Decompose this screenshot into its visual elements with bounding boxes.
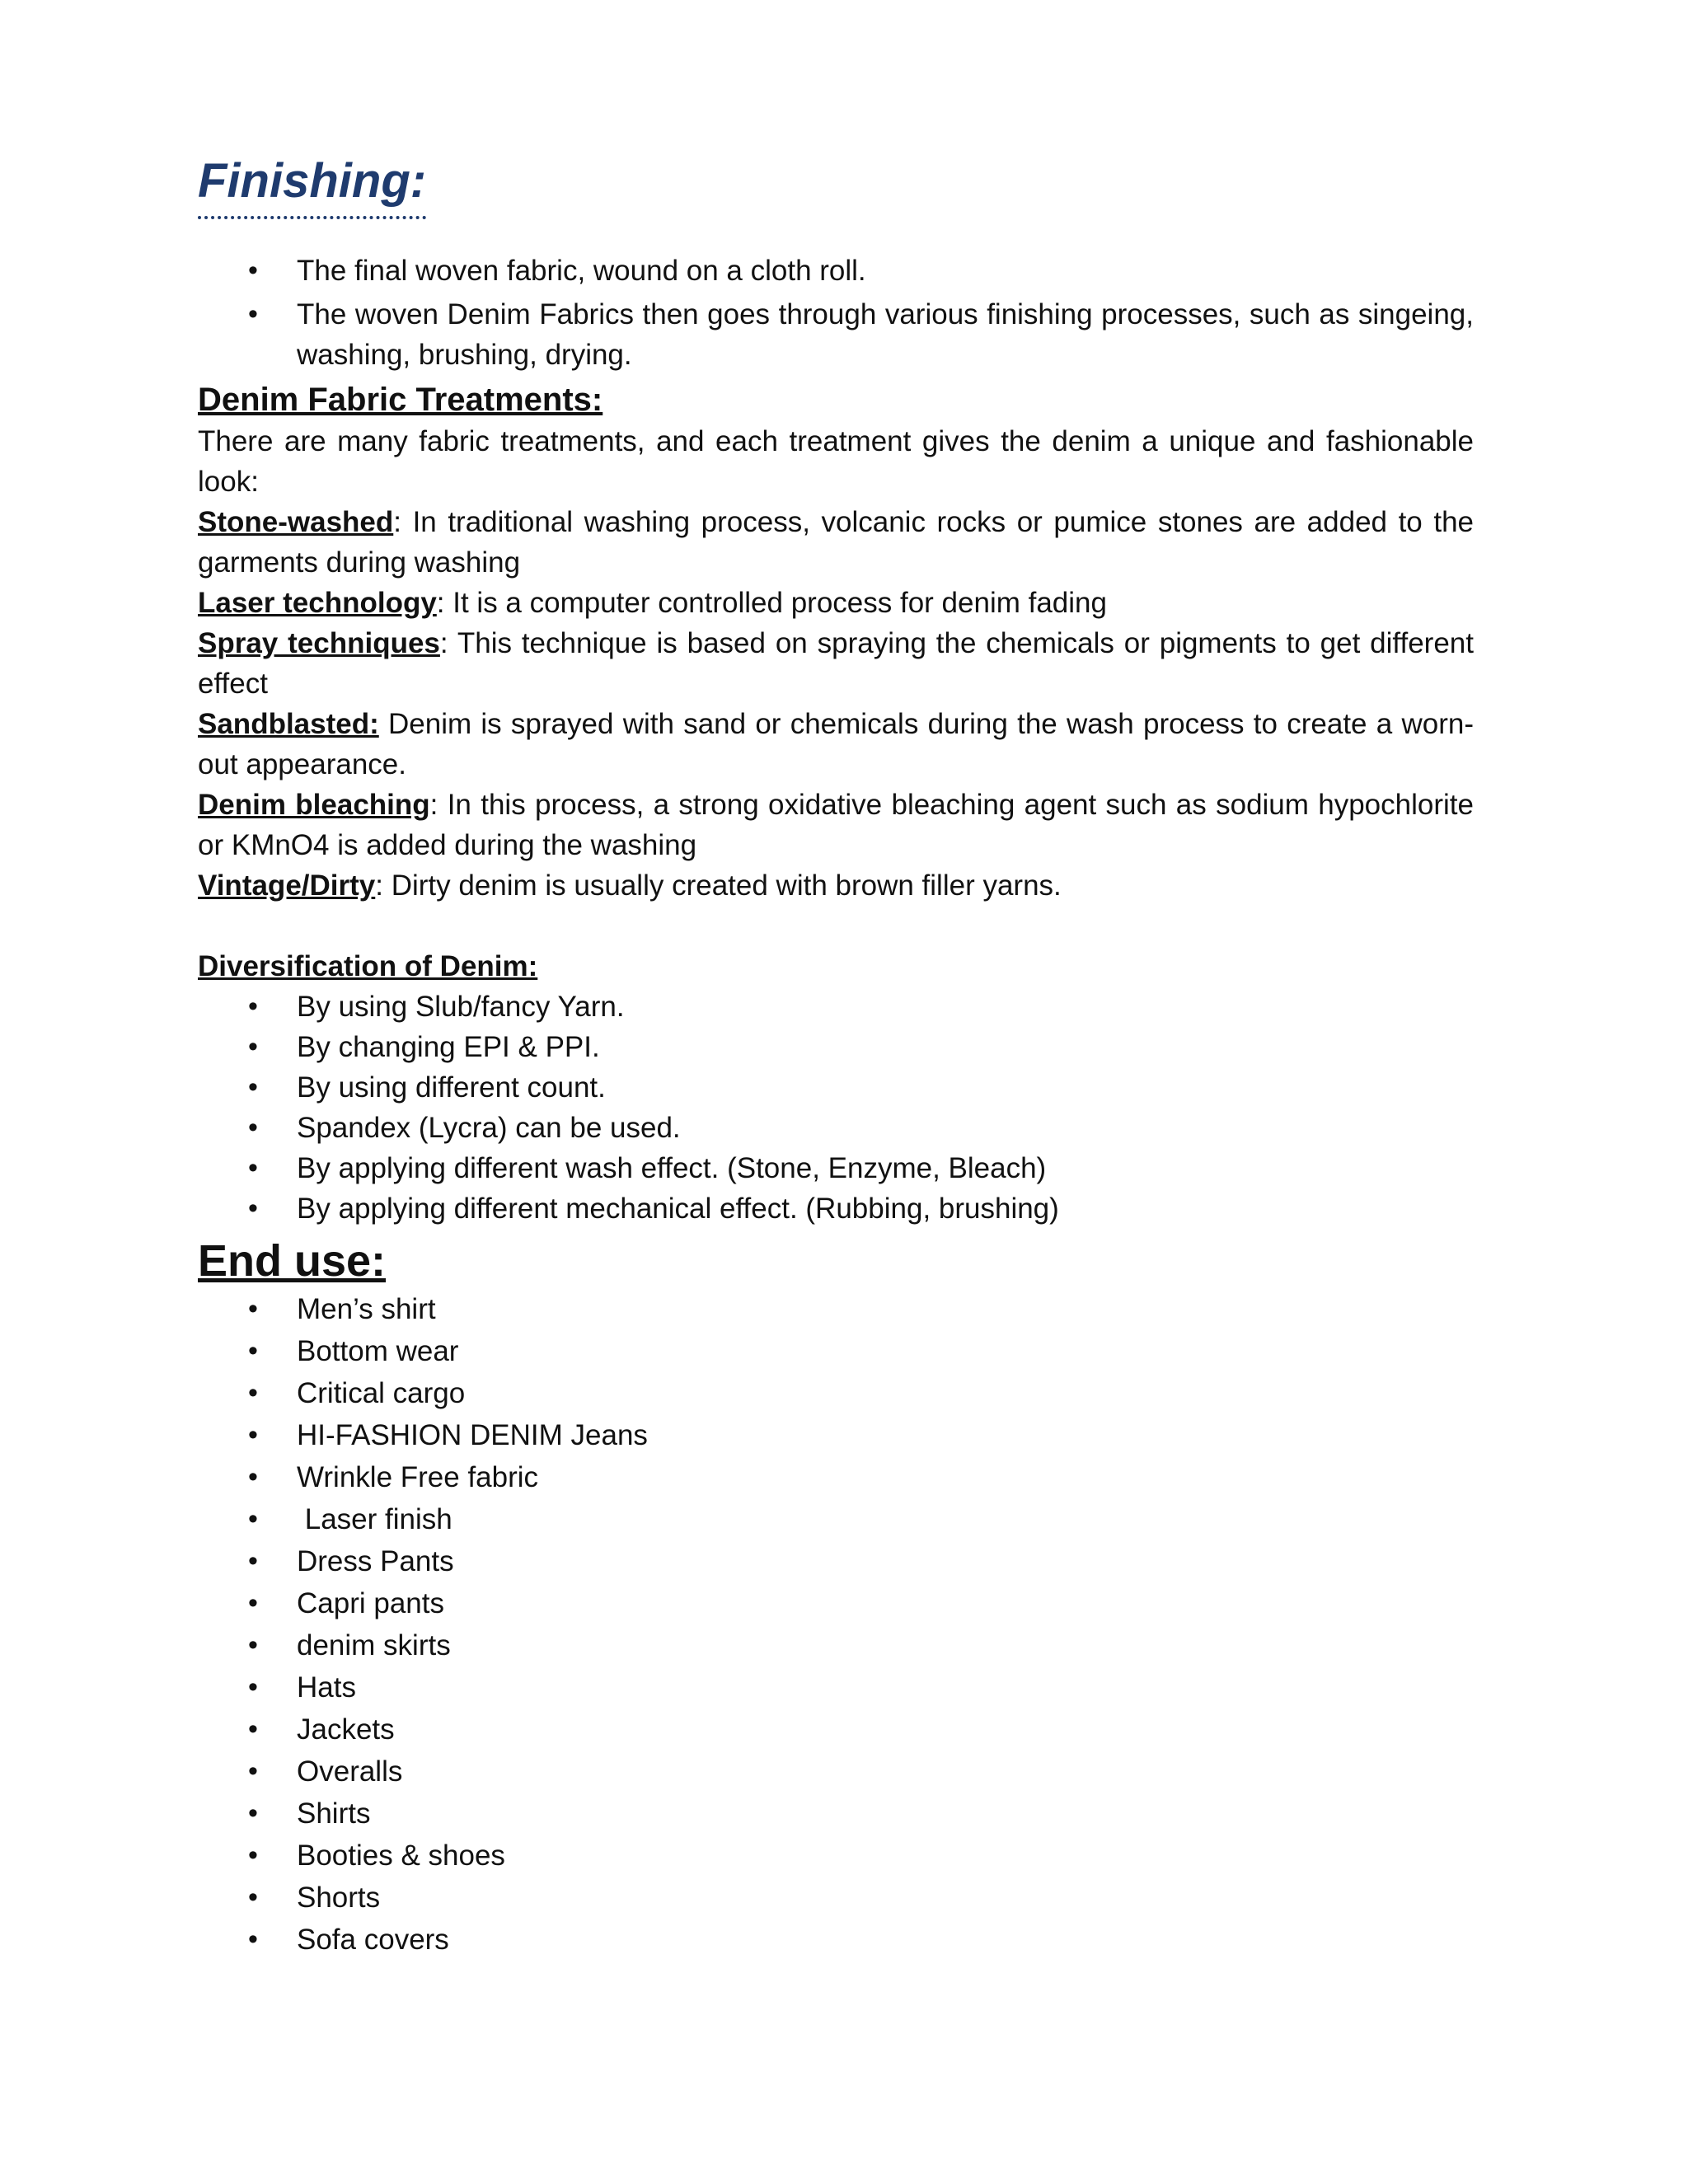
treatment-item [198,785,1474,865]
list-item [198,1750,1474,1793]
treatment-term: Stone-washed [198,506,394,538]
treatment-term: Denim bleaching [198,789,430,821]
list-item [198,1793,1474,1835]
treatment-item [198,583,1474,623]
end-use-list [198,1288,1474,1961]
list-item-text: Critical cargo [297,1377,466,1409]
treatment-desc: Denim is sprayed with sand or chemicals during the wash process to create a worn-out appearance. [198,708,1474,780]
list-item [198,1456,1474,1498]
list-item [198,294,1474,375]
list-item [198,1330,1474,1372]
list-item-text: Laser finish [297,1503,452,1535]
list-item [198,1188,1474,1229]
list-item-text: Capri pants [297,1587,444,1619]
bullet-icon: • [248,1193,258,1224]
list-item [198,1414,1474,1456]
bullet-icon: • [248,1293,258,1324]
list-item [198,1498,1474,1540]
bullet-icon: • [248,1713,258,1745]
page-content [198,148,1474,1961]
list-item [198,1027,1474,1067]
list-item [198,1067,1474,1108]
bullet-icon: • [248,1335,258,1366]
list-item [198,1666,1474,1708]
list-item-text: Wrinkle Free fabric [297,1461,539,1493]
list-item-text: The final woven fabric, wound on a cloth roll. [297,255,866,287]
treatment-term: Spray techniques [198,627,440,659]
treatment-term: Sandblasted: [198,708,379,740]
treatment-term: Laser technology [198,587,437,619]
bullet-icon: • [248,1882,258,1913]
bullet-icon: • [248,1629,258,1661]
list-item-text: Spandex (Lycra) can be used. [297,1112,681,1144]
bullet-icon: • [248,1587,258,1619]
list-item [198,1877,1474,1919]
bullet-icon: • [248,1924,258,1955]
treatments-intro: There are many fabric treatments, and each treatment gives the denim a unique and fashionable look: [198,425,1474,498]
list-item-text: Dress Pants [297,1545,454,1577]
treatment-item [198,865,1474,906]
list-item [198,1582,1474,1624]
treatment-desc: : Dirty denim is usually created with brown filler yarns. [375,869,1062,902]
treatment-desc: : It is a computer controlled process for denim fading [436,587,1107,619]
bullet-icon: • [248,1031,258,1062]
list-item-text: By applying different mechanical effect. (Rubbing, brushing) [297,1193,1059,1225]
diversification-list [198,987,1474,1229]
list-item-text: By applying different wash effect. (Stone, Enzyme, Bleach) [297,1152,1047,1184]
bullet-icon: • [248,991,258,1022]
list-item-text: Jackets [297,1713,395,1746]
list-item [198,1108,1474,1148]
list-item-text: denim skirts [297,1629,451,1661]
bullet-icon: • [248,1377,258,1408]
treatment-term: Vintage/Dirty [198,869,376,902]
bullet-icon: • [248,1503,258,1535]
bullet-icon: • [248,1112,258,1143]
bullet-icon: • [248,1840,258,1871]
finishing-title: Finishing: [198,148,426,219]
bullet-icon: • [248,298,258,330]
list-item [198,251,1474,291]
list-item-text: Men’s shirt [297,1293,436,1325]
treatment-item [198,502,1474,583]
list-item-text: Shorts [297,1882,381,1914]
bullet-icon: • [248,1755,258,1787]
list-item [198,1708,1474,1750]
bullet-icon: • [248,1545,258,1577]
list-item-text: Booties & shoes [297,1840,505,1872]
treatment-item [198,704,1474,785]
list-item-text: Overalls [297,1755,403,1788]
list-item-text: By changing EPI & PPI. [297,1031,600,1063]
end-use-heading: End use: [198,1236,387,1286]
list-item-text: By using Slub/fancy Yarn. [297,991,625,1023]
list-item-text: Bottom wear [297,1335,459,1367]
list-item-text: Shirts [297,1797,371,1830]
treatments-heading: Denim Fabric Treatments: [198,382,603,418]
list-item [198,1148,1474,1188]
treatment-item [198,623,1474,704]
list-item-text: Hats [297,1671,356,1704]
bullet-icon: • [248,1797,258,1829]
bullet-icon: • [248,255,258,286]
list-item [198,1919,1474,1961]
list-item-text: Sofa covers [297,1924,449,1956]
finishing-list [198,251,1474,375]
list-item-text: HI-FASHION DENIM Jeans [297,1419,648,1451]
list-item [198,1372,1474,1414]
list-item [198,1835,1474,1877]
bullet-icon: • [248,1419,258,1451]
treatment-desc: : This technique is based on spraying the chemicals or pigments to get different effect [198,627,1474,700]
bullet-icon: • [248,1071,258,1103]
bullet-icon: • [248,1152,258,1183]
list-item [198,1624,1474,1666]
list-item-text: By using different count. [297,1071,606,1104]
list-item [198,1540,1474,1582]
treatment-desc: : In this process, a strong oxidative bleaching agent such as sodium hypochlorite or KMnO4 is added during the washing [198,789,1474,861]
treatment-desc: : In traditional washing process, volcanic rocks or pumice stones are added to the garments during washing [198,506,1474,579]
bullet-icon: • [248,1461,258,1493]
diversification-heading: Diversification of Denim: [198,950,538,982]
list-item [198,1288,1474,1330]
bullet-icon: • [248,1671,258,1703]
list-item [198,987,1474,1027]
list-item-text: The woven Denim Fabrics then goes through various finishing processes, such as singeing, washing, brushing, drying. [297,298,1474,371]
